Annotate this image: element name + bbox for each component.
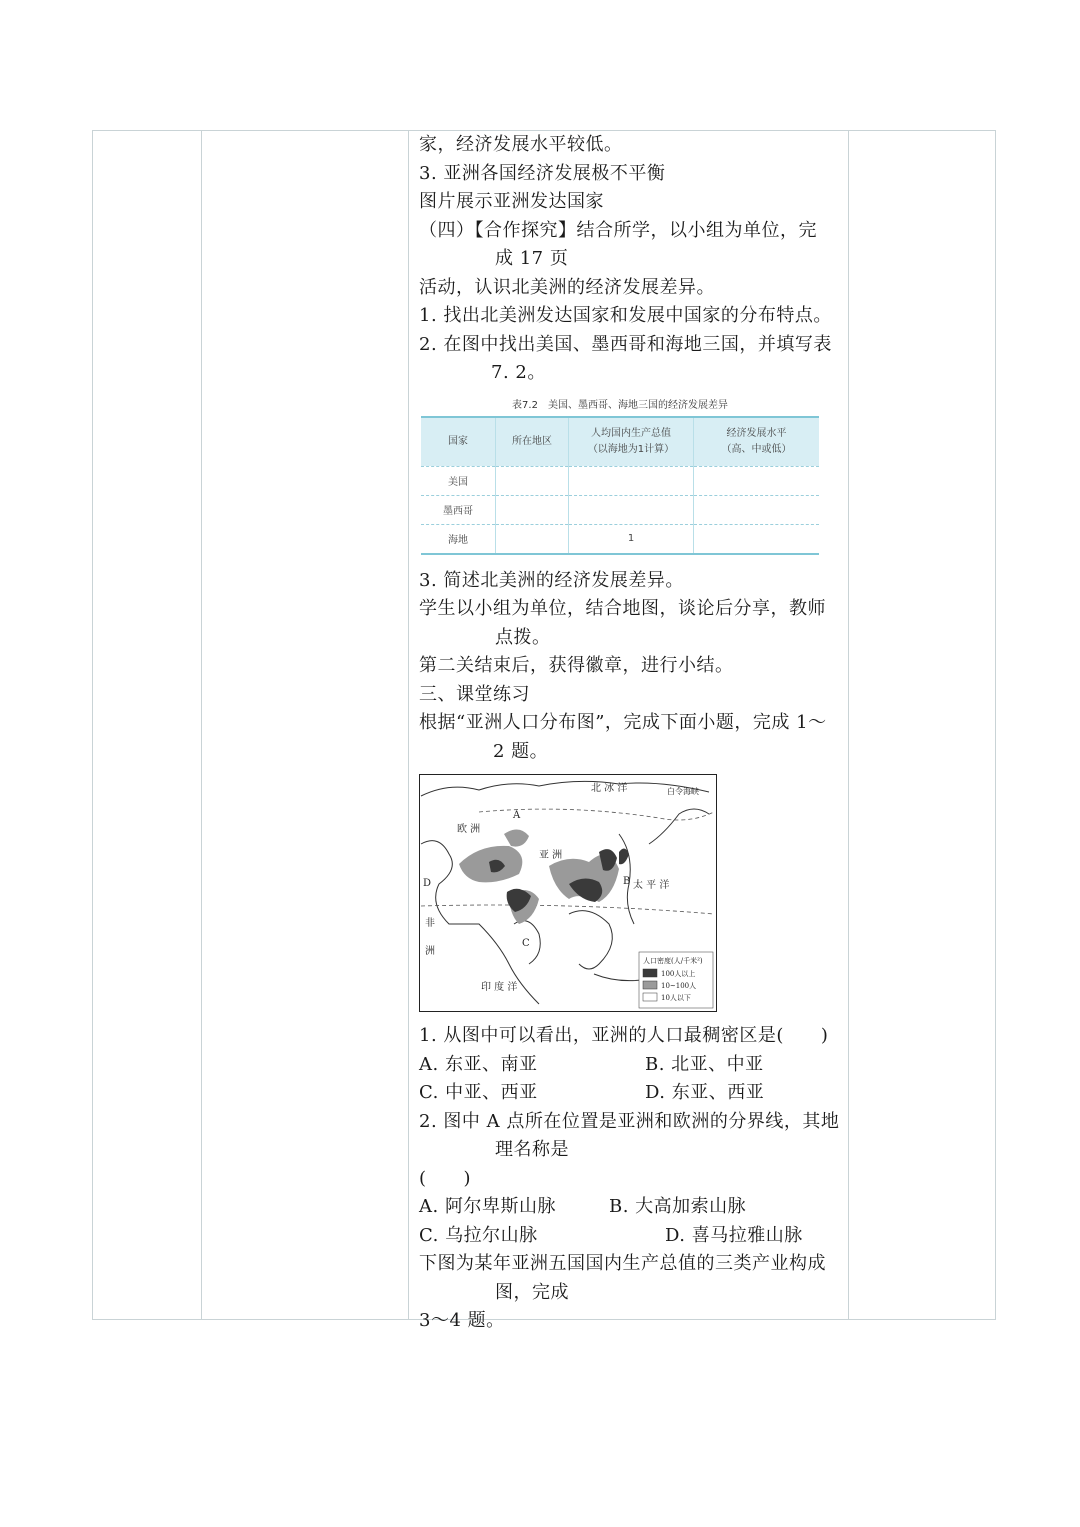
- table-cell: [496, 466, 569, 495]
- table-cell: 1: [569, 524, 694, 554]
- table-cell: [569, 466, 694, 495]
- option-c: C. 乌拉尔山脉: [419, 1224, 538, 1246]
- text-line: 下图为某年亚洲五国国内生产总值的三类产业构成: [419, 1253, 826, 1274]
- lesson-table: [92, 130, 996, 1331]
- table-header: 国家: [421, 417, 496, 467]
- table-header: 经济发展水平 （高、中或低）: [694, 417, 820, 467]
- question-2-options-row: [419, 1222, 841, 1251]
- table-cell: [694, 495, 820, 524]
- text-line: 三、课堂练习: [419, 683, 530, 705]
- answer-blank: ( ): [419, 1167, 472, 1189]
- question-2-stem: 2. 图中 A 点所在位置是亚洲和欧洲的分界线，其地: [419, 1110, 840, 1132]
- table-cell: [569, 495, 694, 524]
- table-7-2: [421, 396, 819, 555]
- question-1-options-row: [419, 1079, 841, 1108]
- table-row: [421, 524, 819, 554]
- text-line: 点拨。: [495, 626, 551, 648]
- map-point-c: C: [522, 938, 530, 949]
- text-line: 家，经济发展水平较低。: [419, 134, 623, 155]
- table-row: [421, 495, 819, 524]
- map-label-africa-2: 洲: [425, 946, 435, 957]
- map-label-asia: 亚 洲: [539, 850, 563, 861]
- map-point-d: D: [423, 878, 432, 889]
- option-d: D. 东亚、西亚: [645, 1082, 765, 1103]
- option-d: D. 喜马拉雅山脉: [665, 1224, 803, 1246]
- option-a: A. 东亚、南亚: [419, 1053, 538, 1075]
- table-header: 人均国内生产总值 （以海地为1计算）: [569, 417, 694, 467]
- option-b: B. 北亚、中亚: [645, 1053, 764, 1075]
- table-cell: [496, 524, 569, 554]
- text-line: 学生以小组为单位，结合地图，谈论后分享，教师: [419, 598, 826, 619]
- question-1-options-row: [419, 1051, 841, 1080]
- legend-title: 人口密度(人/千米²): [643, 957, 703, 965]
- map-label-europe: 欧 洲: [457, 824, 481, 835]
- table-row: [421, 466, 819, 495]
- question-2-options-row: [419, 1193, 841, 1222]
- option-c: C. 中亚、西亚: [419, 1082, 538, 1103]
- text-line: 根据“亚洲人口分布图”，完成下面小题，完成 1～: [419, 712, 827, 733]
- map-label-africa-1: 非: [425, 918, 435, 929]
- text-line: 2. 在图中找出美国、墨西哥和海地三国，并填写表: [419, 333, 832, 355]
- table-cell: [694, 524, 820, 554]
- text-line: 2 题。: [493, 740, 549, 762]
- text-line: （四）【合作探究】结合所学，以小组为单位，完: [419, 219, 817, 241]
- map-label-indian: 印 度 洋: [481, 982, 518, 993]
- table-cell: 美国: [421, 466, 496, 495]
- legend-item: 10~100人: [661, 982, 697, 990]
- legend-item: 100人以上: [661, 970, 696, 978]
- table-header: 所在地区: [496, 417, 569, 467]
- map-point-b: B: [623, 876, 631, 887]
- map-point-a: A: [513, 810, 521, 821]
- map-label-pacific: 太 平 洋: [633, 880, 670, 891]
- text-line: 第二关结束后，获得徽章，进行小结。: [419, 655, 734, 676]
- option-a: A. 阿尔卑斯山脉: [419, 1196, 556, 1217]
- text-line: 3. 简述北美洲的经济发展差异。: [419, 569, 684, 591]
- table-cell: 墨西哥: [421, 495, 496, 524]
- table-cell: [694, 466, 820, 495]
- text-line: 图片展示亚洲发达国家: [419, 191, 604, 212]
- text-line: 成 17 页: [495, 248, 569, 269]
- asia-population-map: [419, 774, 717, 1012]
- map-legend: [639, 952, 713, 1008]
- map-label-bering: 白令海峡: [667, 787, 699, 796]
- question-2-stem-cont: 理名称是: [495, 1139, 569, 1160]
- table-cell: [496, 495, 569, 524]
- text-line: 3～4 题。: [419, 1310, 505, 1331]
- text-line: 7. 2。: [491, 362, 546, 383]
- legend-item: 10人以下: [661, 994, 691, 1002]
- option-b: B. 大高加索山脉: [609, 1196, 747, 1217]
- content-cell: [419, 131, 841, 1336]
- map-label-arctic: 北 冰 洋: [591, 783, 628, 794]
- table-cell: 海地: [421, 524, 496, 554]
- table-column-2: [201, 131, 409, 1319]
- question-1-stem: 1. 从图中可以看出，亚洲的人口最稠密区是( ): [419, 1025, 829, 1046]
- table-caption: 表7.2 美国、墨西哥、海地三国的经济发展差异: [512, 399, 728, 411]
- text-line: 图，完成: [495, 1281, 569, 1303]
- table-column-1: [93, 131, 202, 1319]
- text-line: 3. 亚洲各国经济发展极不平衡: [419, 162, 666, 184]
- text-line: 活动，认识北美洲的经济发展差异。: [419, 276, 715, 298]
- text-line: 1. 找出北美洲发达国家和发展中国家的分布特点。: [419, 305, 832, 326]
